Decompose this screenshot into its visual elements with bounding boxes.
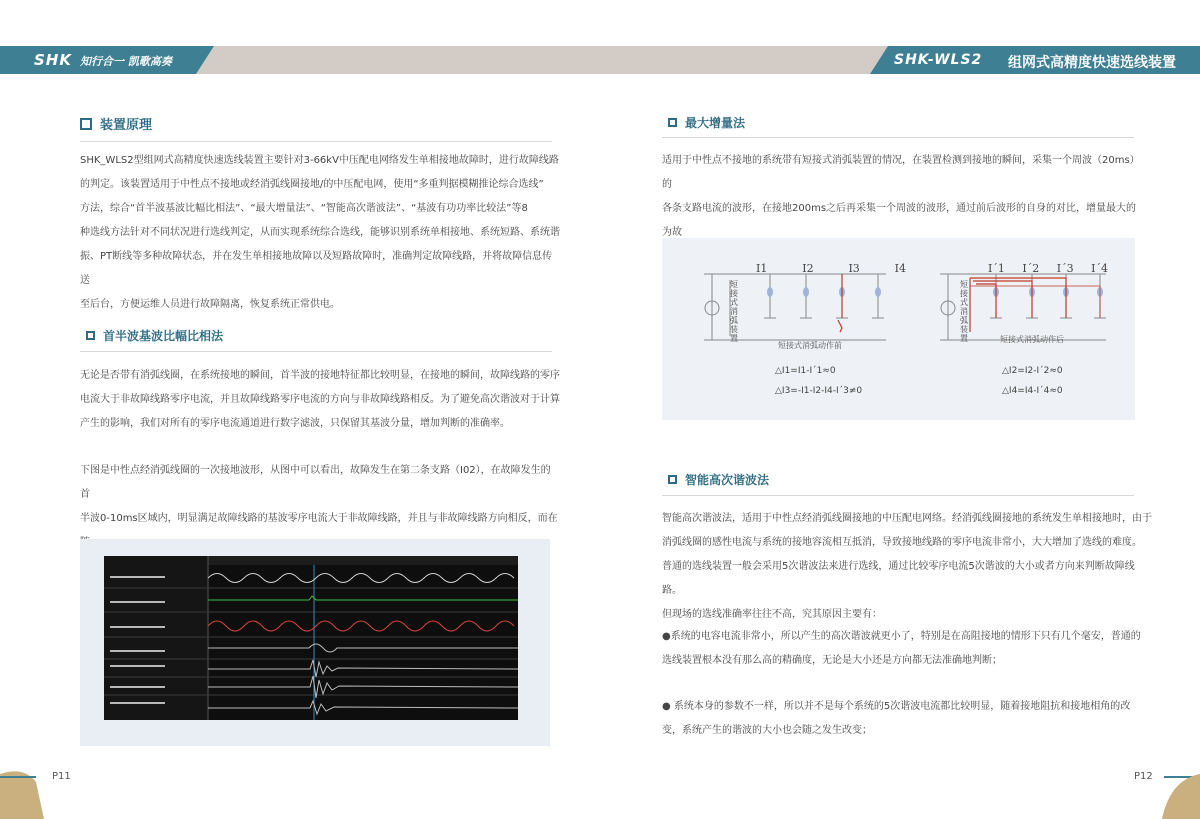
text-line: 至后台，方便运维人员进行故障隔离，恢复系统正常供电。 xyxy=(80,299,340,310)
text-line: 适用于中性点不接地的系统带有短接式消弧装置的情况，在装置检测到接地的瞬间，采集一个周波（20ms）的 xyxy=(662,155,1140,190)
text-line: 消弧线圈的感性电流与系统的接地容流相互抵消，导致接地线路的零序电流非常小，大大增加了选线的难度。 xyxy=(662,537,1142,548)
text-line: 振、PT断线等多种故障状态，并在发生单相接地故障以及短路故障时，准确判定故障线路，并将故障信息传送 xyxy=(80,251,553,286)
current-label: I´3 xyxy=(1056,262,1074,275)
text-line: 半波0-10ms区域内，明显满足故障线路的基波零序电流大于非故障线路，并且与非故障线路方向相反，而在 xyxy=(80,513,558,524)
square-bullet-icon xyxy=(80,118,92,130)
harmonic-bullet-1 xyxy=(662,625,1152,673)
section-title-harmonic xyxy=(668,471,769,488)
section-title-max-increment xyxy=(668,114,745,131)
oscilloscope-screen xyxy=(104,556,518,720)
text-line: 各条支路电流的波形，在接地200ms之后再采集一个周波的波形，通过前后波形的自身的对比，增量最大的为故 xyxy=(662,203,1137,238)
product-name: 组网式高精度快速选线装置 xyxy=(1008,55,1176,71)
section-title-text: 首半波基波比幅比相法 xyxy=(103,329,224,343)
text-line: 变，系统产生的谐波的大小也会随之发生改变； xyxy=(662,725,872,736)
waveform-traces xyxy=(104,556,518,720)
device-label-before: 短接式消弧装置 xyxy=(730,280,738,343)
formula: △I1=I1-I´1≈0 xyxy=(775,366,836,376)
current-label: I´4 xyxy=(1091,262,1108,275)
device-label-after: 短接式消弧装置 xyxy=(960,280,968,343)
section-title-text: 装置原理 xyxy=(100,118,153,133)
current-label: I´2 xyxy=(1022,262,1040,275)
square-bullet-icon xyxy=(86,331,95,340)
text-line: SHK_WLS2型组网式高精度快速选线装置主要针对3-66kV中压配电网络发生单相接地故障时，进行故障线路 xyxy=(80,155,559,166)
formula: △I3=-I1-I2-I4-I´3≠0 xyxy=(775,386,863,396)
page-number-right: P12 xyxy=(1134,771,1153,782)
brand-slogan: 知行合一 凯歌高奏 xyxy=(80,55,172,68)
current-labels-before xyxy=(756,262,906,275)
current-label: I4 xyxy=(894,262,906,275)
text-line: ● 系统本身的参数不一样，所以并不是每个系统的5次谐波电流都比较明显，随着接地阻抗和接地相角的改 xyxy=(662,701,1131,712)
divider xyxy=(662,137,1134,138)
harmonic-bullet-2 xyxy=(662,695,1152,743)
text-line: 的判定。该装置适用于中性点不接地或经消弧线圈接地/的中压配电网，使用“多重判据模糊推论综合选线” xyxy=(80,179,544,190)
current-label: I´1 xyxy=(988,262,1005,275)
section-title-first-half-wave xyxy=(86,327,223,344)
current-label: I2 xyxy=(802,262,814,275)
divider xyxy=(80,351,552,352)
square-bullet-icon xyxy=(668,118,677,127)
text-line: 下图是中性点经消弧线圈的一次接地波形，从图中可以看出，故障发生在第二条支路（I02），在故障发生的首 xyxy=(80,465,551,500)
brand-logo: SHK xyxy=(34,51,72,69)
principle-paragraph xyxy=(80,149,560,317)
text-line: 产生的影响，我们对所有的零序电流通道进行数字滤波，只保留其基波分量，增加判断的准确率。 xyxy=(80,418,510,429)
text-line: 电流大于非故障线路零序电流，并且故障线路零序电流的方向与非故障线路相反。为了避免高次谐波对于计算 xyxy=(80,394,560,405)
text-line: 选线装置根本没有那么高的精确度，无论是大小还是方向都无法准确地判断； xyxy=(662,655,1002,666)
caption-before: 短接式消弧动作前 xyxy=(778,341,842,350)
section-title-text: 智能高次谐波法 xyxy=(685,473,770,487)
text-line: 但现场的选线准确率往往不高，究其原因主要有： xyxy=(662,609,882,620)
corner-decoration-left xyxy=(0,762,90,819)
section-title-text: 最大增量法 xyxy=(685,116,746,130)
product-model: SHK-WLS2 xyxy=(894,52,983,68)
current-label: I3 xyxy=(848,262,860,275)
circuit-before xyxy=(700,262,890,352)
text-line: 智能高次谐波法，适用于中性点经消弧线圈接地的中压配电网络。经消弧线圈接地的系统发生单相接地时，由于 xyxy=(662,513,1152,524)
formula: △I4=I4-I´4≈0 xyxy=(1002,386,1063,396)
formula: △I2=I2-I´2≈0 xyxy=(1002,366,1063,376)
section-title-principle xyxy=(80,114,152,133)
divider xyxy=(80,141,552,142)
current-labels-after xyxy=(988,262,1108,275)
text-line: 种选线方法针对不同状况进行选线判定，从而实现系统综合选线，能够识别系统单相接地、系统短路、系统谐 xyxy=(80,227,560,238)
current-label: I1 xyxy=(756,262,768,275)
corner-decoration-right xyxy=(1110,762,1200,819)
harmonic-paragraph xyxy=(662,507,1152,627)
page-number-rule-left xyxy=(0,776,36,778)
header-right-notch xyxy=(870,46,888,74)
divider xyxy=(662,495,1134,496)
text-line: 方法，综合“首半波基波比幅比相法”、“最大增量法”、“智能高次谐波法”、“基波有功功率比较法”等8 xyxy=(80,203,528,214)
text-line: ●系统的电容电流非常小，所以产生的高次谐波就更小了，特别是在高阻接地的情形下只有几个毫安，普通的 xyxy=(662,631,1141,642)
page-number-left: P11 xyxy=(52,771,71,782)
text-line: 普通的选线装置一般会采用5次谐波法来进行选线，通过比较零序电流5次谐波的大小或者方向来判断故障线路。 xyxy=(662,561,1135,596)
header-left-notch xyxy=(196,46,214,74)
first-half-wave-paragraph-a xyxy=(80,364,560,436)
square-bullet-icon xyxy=(668,475,677,484)
text-line: 无论是否带有消弧线圈，在系统接地的瞬间，首半波的接地特征都比较明显，在接地的瞬间，故障线路的零序 xyxy=(80,370,560,381)
caption-after: 短接式消弧动作后 xyxy=(1000,335,1064,344)
